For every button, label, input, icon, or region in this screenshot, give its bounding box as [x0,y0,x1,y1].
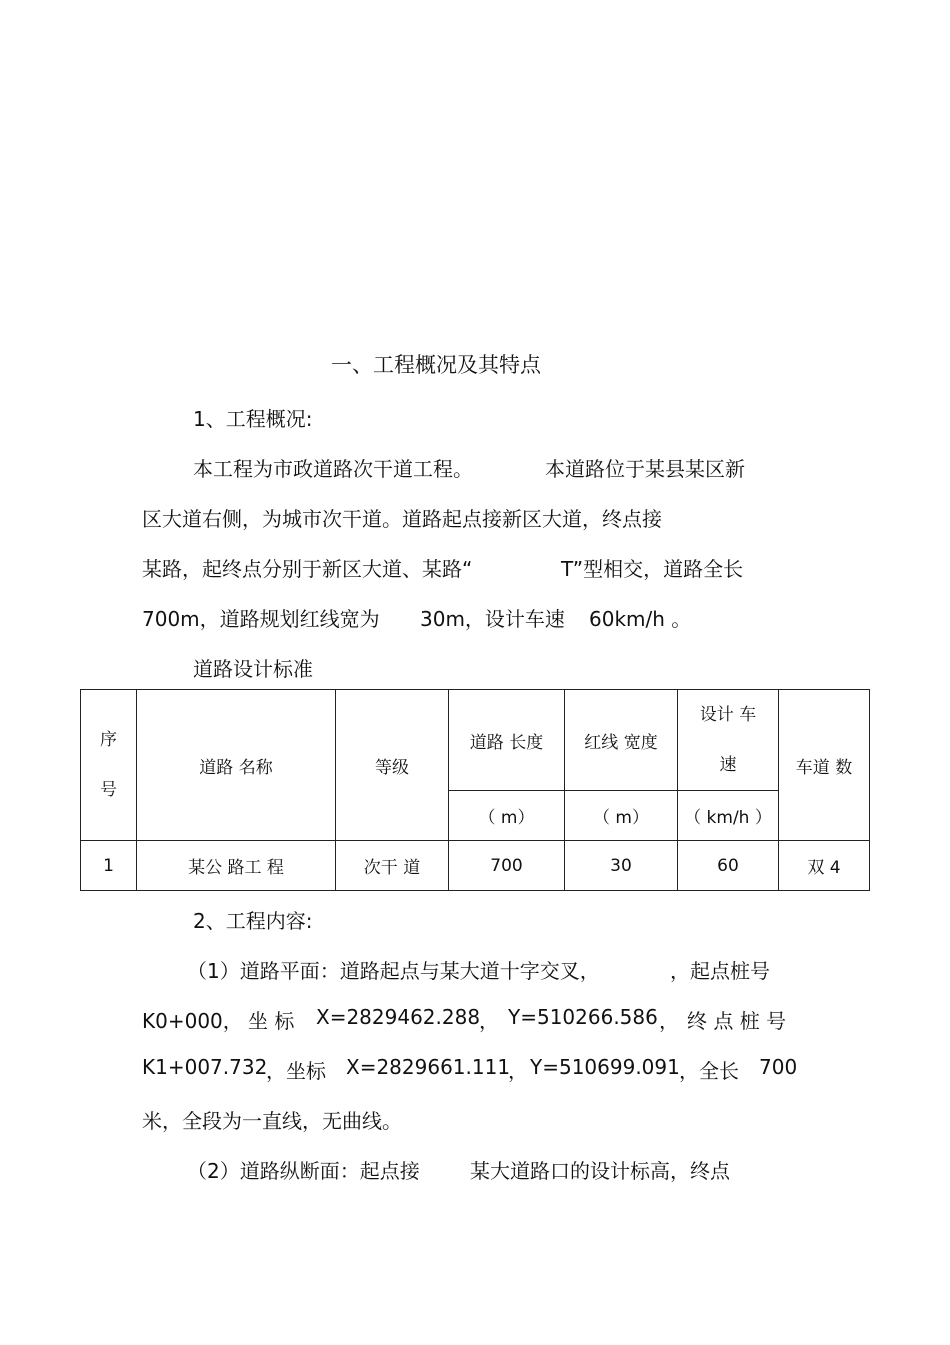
para2-line2b: 坐 标 [248,1009,295,1033]
header-length: 道路 长度 [449,690,565,791]
para2-line3f: ，全长 [679,1059,739,1083]
header-grade: 等级 [336,690,449,841]
header-name: 道路 名称 [137,690,336,841]
header-width: 红线 宽度 [565,690,678,791]
para2-line1a: （1）道路平面：道路起点与某大道十字交叉， [187,959,600,983]
para3-line1a: （2）道路纵断面：起点接 [187,1159,420,1183]
para1-line3a: 某路，起终点分别于新区大道、某路“ [142,557,473,581]
para2-line3e: Y=510699.091 [530,1055,680,1079]
table-row [81,841,870,891]
header-seq-a: 序 [100,729,117,750]
header-speed-unit: （ km/h ） [678,791,779,841]
para2-line3g: 700 [759,1055,798,1079]
para2-line2c: X=2829462.288 [316,1005,481,1029]
header-speed [678,690,779,791]
para2-line1b: ，起点桩号 [670,959,770,983]
para2-line2a: K0+000， [142,1009,243,1033]
design-standard-table [80,689,870,891]
para1-line1a: 本工程为市政道路次干道工程。 [193,457,473,481]
para2-line2e: Y=510266.586 [508,1005,658,1029]
para1-line4a: 700m，道路规划红线宽为 [142,607,380,631]
header-speed-a: 设计 车 [699,705,757,725]
para3-line1b: 某大道路口的设计标高，终点 [470,1159,730,1183]
para2-line4: 米，全段为一直线，无曲线。 [142,1109,402,1133]
subsection-title-2: 2、工程内容: [193,909,313,933]
para2-line3d: ， [508,1059,528,1083]
header-speed-b: 速 [719,755,737,775]
cell-speed: 60 [678,841,779,891]
header-width-unit: （ m） [565,791,678,841]
cell-lanes: 双 4 [779,841,870,891]
cell-width: 30 [565,841,678,891]
subsection-title-1: 1、工程概况: [193,407,313,431]
header-lanes: 车道 数 [779,690,870,841]
para1-line2: 区大道右侧，为城市次干道。道路起点接新区大道，终点接 [142,507,662,531]
header-seq [81,690,137,841]
cell-grade: 次干 道 [336,841,449,891]
cell-seq: 1 [81,841,137,891]
para2-line2g: 终 点 桩 号 [687,1009,787,1033]
para2-line3c: X=2829661.111 [346,1055,511,1079]
cell-length: 700 [449,841,565,891]
para1-line4c: 60km/h 。 [589,607,692,631]
section-title: 一、工程概况及其特点 [331,353,541,377]
para2-line2f: ， [659,1009,679,1033]
para2-line3b: ，坐标 [266,1059,326,1083]
para1-line1b: 本道路位于某县某区新 [545,457,745,481]
para2-line3a: K1+007.732 [142,1055,268,1079]
para1-line4b: 30m，设计车速 [420,607,565,631]
para1-line3b: T”型相交，道路全长 [561,557,744,581]
header-length-unit: （ m） [449,791,565,841]
cell-name: 某公 路工 程 [137,841,336,891]
table-caption: 道路设计标准 [193,657,313,681]
para2-line2d: ， [479,1009,499,1033]
header-seq-b: 号 [100,779,117,800]
